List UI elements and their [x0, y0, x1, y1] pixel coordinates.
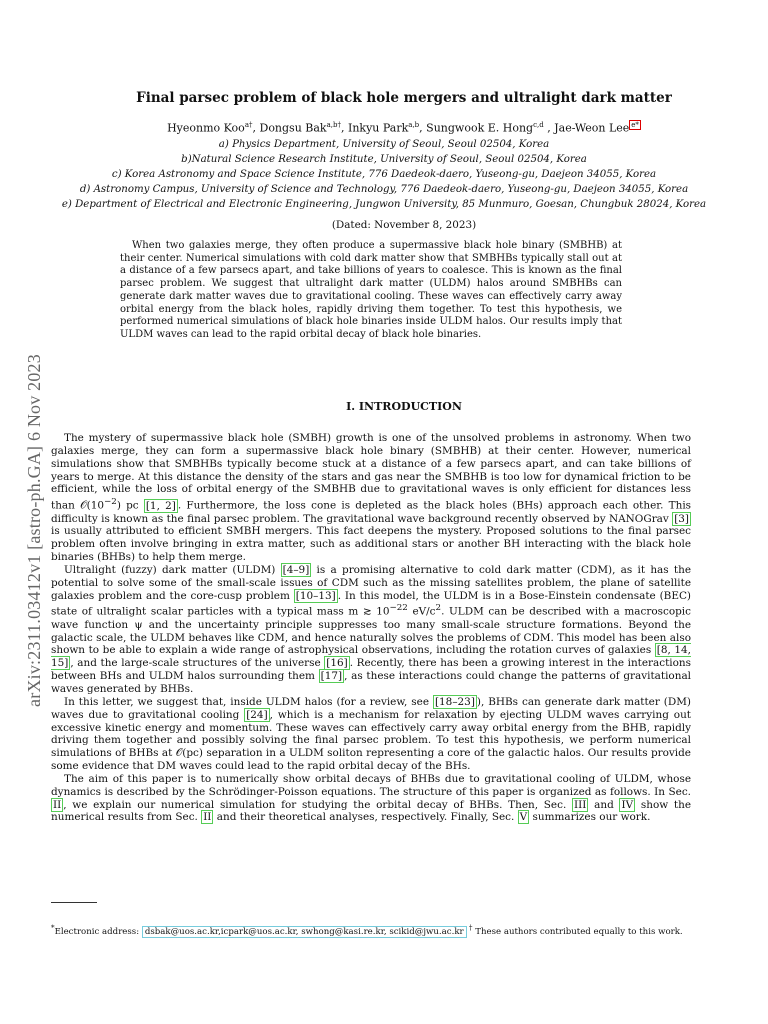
affiliations [40, 137, 728, 212]
text: ) pc [116, 499, 144, 512]
exponent: −2 [104, 497, 117, 508]
citation-link[interactable]: [10–13] [295, 589, 336, 602]
paper-title: Final parsec problem of black hole mergers and ultralight dark matter [136, 90, 672, 106]
text: . In this model, the ULDM is in a Bose-Einstein condensate (BEC) state of ultralight scalar particles with a typical mass m ≳ 10 [51, 589, 692, 618]
author-bak: , Dongsu Bak [252, 121, 327, 135]
author-koo-affil: a† [244, 121, 253, 129]
citation-link[interactable]: [17] [320, 670, 343, 683]
author-bak-affil: a,b† [326, 121, 341, 129]
affiliation-b: b)Natural Science Research Institute, University of Seoul, Seoul 02504, Korea [181, 154, 587, 165]
citation-link[interactable]: [24] [246, 708, 268, 721]
footnote-dagger: † [466, 923, 473, 932]
author-lee-affil-link[interactable]: e* [631, 121, 639, 129]
citation-link[interactable]: [16] [326, 657, 348, 670]
text: , which is a mechanism for relaxation by ejecting ULDM waves carrying out excessive kinetic energy and momentum. These waves can effectively carry away orbital energy from the BHB, rapidly driving them together and possibly solving the final parsec problem. To test this hypothesis, we perform numerical simulations of BHBs at 𝒪(pc) separation in a ULDM soliton representing a core of the galactic halos. Our results provide some evidence that DM waves could lead to the rapid orbital decay of the BHs. [51, 708, 691, 773]
footnote [51, 922, 691, 938]
author-list [60, 121, 748, 135]
text: . ULDM can be described with a macroscopic wave function ψ and the uncertainty principle suppresses too many small-scale structure formations. Beyond the galactic scale, the ULDM behaves like CDM, and hence naturally solves the problems of CDM. This model has been also shown to be able to explain a wide range of astrophysical observations, including the rotation curves of galaxies [51, 605, 691, 657]
arxiv-sidebar [22, 250, 46, 810]
affiliation-c: c) Korea Astronomy and Space Science Institute, 776 Daedeok-daero, Yuseong-gu, Daejeon 34055, Korea [111, 169, 657, 180]
text: The mystery of supermassive black hole (SMBH) growth is one of the unsolved problems in astronomy. When two galaxies merge, they can form a supermassive black hole binary (SMBHB) at their center. However, numerical simulations show that SMBHBs typically become stuck at a distance of a few parsecs apart, and can take billions of years to merge. At this distance the density of the stars and gas near the SMBHB is too low for dynamical friction to be efficient, while the loss of orbital energy of the SMBHB due to gravitational waves is only efficient for distances less than 𝒪(10 [51, 432, 691, 512]
section-link[interactable]: II [53, 798, 62, 811]
text: and [588, 798, 620, 811]
affiliation-a: a) Physics Department, University of Seoul, Seoul 02504, Korea [218, 139, 550, 150]
section-link[interactable]: IV [621, 798, 634, 811]
author-park-affil: a,b [408, 121, 420, 129]
paragraph-1 [51, 432, 691, 564]
section-link[interactable]: V [519, 811, 528, 824]
affiliation-e: e) Department of Electrical and Electronic Engineering, Jungwon University, 85 Munmuro, Goesan, Chungbuk 28024, Korea [61, 199, 707, 210]
text: summarizes our work. [529, 811, 651, 824]
text: Ultralight (fuzzy) dark matter (ULDM) [64, 563, 281, 576]
author-lee: , Jae-Weon Lee [543, 121, 630, 135]
introduction-body [51, 432, 691, 824]
text: . Recently, there has been a growing interest in the interactions between BHs and ULDM halos surrounding them [51, 657, 692, 683]
citation-link[interactable]: [18–23] [434, 695, 475, 708]
exponent: 2 [435, 603, 442, 614]
author-hong-affil: c,d [533, 121, 544, 129]
section-heading-introduction: I. INTRODUCTION [346, 400, 462, 413]
text: In this letter, we suggest that, inside ULDM halos (for a review, see [64, 695, 433, 708]
author-koo: Hyeonmo Koo [167, 121, 245, 135]
text: The aim of this paper is to numerically show orbital decays of BHBs due to gravitational cooling of ULDM, whose dynamics is described by the Schrödinger-Poisson equations. The structure of this paper is organized as follows. In Sec. [51, 772, 691, 798]
section-link[interactable]: II [203, 811, 212, 824]
email-link[interactable]: dsbak@uos.ac.kr,icpark@uos.ac.kr, swhong@kasi.re.kr, scikid@jwu.ac.kr [142, 926, 467, 938]
footnote-rule [51, 902, 97, 903]
citation-link[interactable]: [8, 14, 15] [51, 644, 691, 670]
citation-link[interactable]: [4–9] [282, 563, 310, 576]
text: , we explain our numerical simulation for studying the orbital decay of BHBs. Then, Sec. [63, 798, 573, 811]
text: show the numerical results from Sec. [51, 798, 692, 824]
text: . Furthermore, the loss cone is depleted as the black holes (BHs) approach each other. This difficulty is known as the final parsec problem. The gravitational wave background recently observed by NANOGrav [51, 499, 692, 525]
citation-link[interactable]: [1, 2] [145, 499, 176, 512]
text: , as these interactions could change the patterns of gravitational waves generated by BHBs. [51, 670, 691, 695]
footnote-star: * [51, 923, 55, 932]
text: is a promising alternative to cold dark matter (CDM), as it has the potential to solve some of the small-scale issues of CDM such as the missing satellites problem, the plane of satellite galaxies problem and the core-cusp problem [51, 563, 692, 602]
affiliation-d: d) Astronomy Campus, University of Science and Technology, 776 Daedeok-daero, Yuseong-gu, Daejeon 34055, Korea [79, 184, 689, 195]
date-line: (Dated: November 8, 2023) [331, 219, 477, 231]
section-link[interactable]: III [574, 798, 587, 811]
text: and their theoretical analyses, respectively. Finally, Sec. [213, 811, 518, 824]
text: is usually attributed to efficient SMBH mergers. This fact deepens the mystery. Proposed solutions to the final parsec problem often involve bringing in extra matter, such as additional stars or another BH interacting with the black hole binaries (BHBs) to help them merge. [51, 525, 691, 564]
abstract: When two galaxies merge, they often produce a supermassive black hole binary (SMBHB) at their center. Numerical simulations with cold dark matter show that SMBHBs typically stall out at a distance of a few parsecs apart, and take billions of years to coalesce. This is known as the final parsec problem. We suggest that ultralight dark matter (ULDM) halos around SMBHBs can generate dark matter waves due to gravitational cooling. These waves can effectively carry away orbital energy from the black holes, rapidly driving them together. To test this hypothesis, we performed numerical simulations of black hole binaries inside ULDM halos. Our results imply that ULDM waves can lead to the rapid orbital decay of black hole binaries. [120, 240, 622, 340]
citation-link[interactable]: [3] [674, 512, 689, 525]
exponent: −22 [389, 603, 408, 614]
text: eV/c [407, 605, 436, 618]
paragraph-4 [51, 773, 691, 824]
author-park: , Inkyu Park [341, 121, 409, 135]
paragraph-3 [51, 696, 691, 773]
text: ), BHBs can generate dark matter (DM) waves due to gravitational cooling [51, 695, 691, 721]
paragraph-2 [51, 564, 691, 696]
footnote-label: Electronic address: [54, 926, 142, 937]
author-hong: , Sungwook E. Hong [419, 121, 534, 135]
arxiv-identifier: arXiv:2311.03412v1 [astro-ph.GA] 6 Nov 2023 [23, 353, 44, 707]
text: , and the large-scale structures of the universe [70, 657, 325, 670]
footnote-text: These authors contributed equally to this work. [475, 926, 683, 937]
